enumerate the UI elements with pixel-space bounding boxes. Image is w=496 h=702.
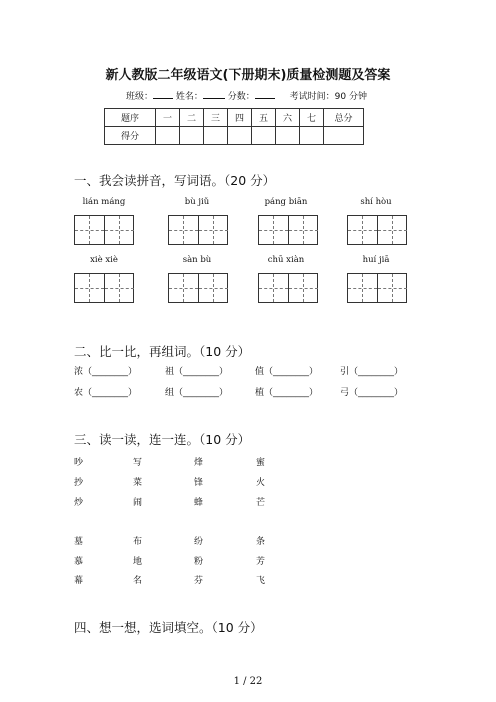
score-header-cell: 六 xyxy=(276,109,300,127)
match-char: 慕 xyxy=(74,557,84,567)
section2-heading: 二、比一比，再组词。（10 分） xyxy=(74,344,251,359)
compare-word-item: 植（________） xyxy=(255,388,319,398)
compare-word-item: 祖（________） xyxy=(165,367,229,377)
compare-word-item: 组（________） xyxy=(165,388,229,398)
match-char: 飞 xyxy=(256,576,266,586)
pinyin-label: xiè xiè xyxy=(90,255,118,265)
match-char: 火 xyxy=(256,478,266,488)
compare-word-item: 浓（________） xyxy=(74,367,138,377)
pinyin-label: páng biān xyxy=(264,197,308,207)
pinyin-label: huí jiā xyxy=(362,255,390,265)
score-header-cell: 四 xyxy=(228,109,252,127)
name-label: 姓名： xyxy=(175,92,203,102)
pinyin-label: lián máng xyxy=(82,197,126,207)
section3-heading: 三、读一读，连一连。（10 分） xyxy=(74,432,251,447)
section1-heading: 一、我会读拼音，写词语。（20 分） xyxy=(74,173,276,188)
match-char: 地 xyxy=(133,557,143,567)
score-blank xyxy=(255,89,275,99)
score-cell[interactable] xyxy=(276,127,300,145)
pinyin-label: chū xiàn xyxy=(267,255,305,265)
match-char: 闹 xyxy=(133,498,143,508)
match-char: 吵 xyxy=(74,458,84,468)
match-char: 条 xyxy=(256,537,266,547)
score-cell[interactable] xyxy=(300,127,324,145)
writing-grid[interactable] xyxy=(168,273,228,303)
score-header-cell: 三 xyxy=(204,109,228,127)
score-header-cell: 一 xyxy=(156,109,180,127)
match-char: 幕 xyxy=(74,576,84,586)
match-char: 抄 xyxy=(74,478,84,488)
match-char: 烽 xyxy=(194,458,204,468)
match-char: 粉 xyxy=(194,557,204,567)
class-label: 班级： xyxy=(126,92,154,102)
match-char: 芬 xyxy=(194,576,204,586)
time-label: 考试时间：90 分钟 xyxy=(289,92,367,102)
match-char: 纷 xyxy=(194,537,204,547)
match-char: 蜜 xyxy=(256,458,266,468)
score-cell[interactable] xyxy=(180,127,204,145)
writing-grid[interactable] xyxy=(168,215,228,245)
section4-heading: 四、想一想，选词填空。（10 分） xyxy=(74,620,263,635)
page-title: 新人教版二年级语文(下册期末)质量检测题及答案 xyxy=(105,68,391,83)
score-header-cell: 五 xyxy=(252,109,276,127)
compare-word-item: 农（________） xyxy=(74,388,138,398)
writing-grid[interactable] xyxy=(74,215,134,245)
match-char: 芳 xyxy=(256,557,266,567)
writing-grid[interactable] xyxy=(74,273,134,303)
match-char: 布 xyxy=(133,537,143,547)
score-header-cell: 题序 xyxy=(105,109,156,127)
score-cell[interactable] xyxy=(252,127,276,145)
score-table-header-row xyxy=(105,109,364,127)
score-header-cell: 总分 xyxy=(324,109,364,127)
score-cell[interactable] xyxy=(228,127,252,145)
match-char: 菜 xyxy=(133,478,143,488)
score-cell[interactable] xyxy=(156,127,180,145)
name-blank xyxy=(203,89,225,99)
score-label: 分数： xyxy=(227,92,255,102)
score-cell[interactable] xyxy=(324,127,364,145)
match-char: 蜂 xyxy=(194,498,204,508)
score-header-cell: 七 xyxy=(300,109,324,127)
exam-info xyxy=(126,89,367,102)
writing-grid[interactable] xyxy=(258,273,318,303)
pinyin-label: bù jiǔ xyxy=(184,197,210,207)
score-header-cell: 二 xyxy=(180,109,204,127)
score-row-label: 得分 xyxy=(105,127,156,145)
page-number: 1 / 22 xyxy=(233,676,263,687)
writing-grid[interactable] xyxy=(258,215,318,245)
compare-word-item: 弓（________） xyxy=(340,388,404,398)
writing-grid[interactable] xyxy=(347,215,407,245)
match-char: 炒 xyxy=(74,498,84,508)
score-table-score-row xyxy=(105,127,364,145)
writing-grid[interactable] xyxy=(347,273,407,303)
score-table xyxy=(104,108,364,145)
match-char: 芒 xyxy=(256,498,266,508)
class-blank xyxy=(153,89,173,99)
match-char: 写 xyxy=(133,458,143,468)
pinyin-label: shí hòu xyxy=(360,197,392,207)
match-char: 墓 xyxy=(74,537,84,547)
match-char: 名 xyxy=(133,576,143,586)
compare-word-item: 引（________） xyxy=(340,367,404,377)
match-char: 锋 xyxy=(194,478,204,488)
compare-word-item: 值（________） xyxy=(255,367,319,377)
pinyin-label: sàn bù xyxy=(182,255,212,265)
score-cell[interactable] xyxy=(204,127,228,145)
